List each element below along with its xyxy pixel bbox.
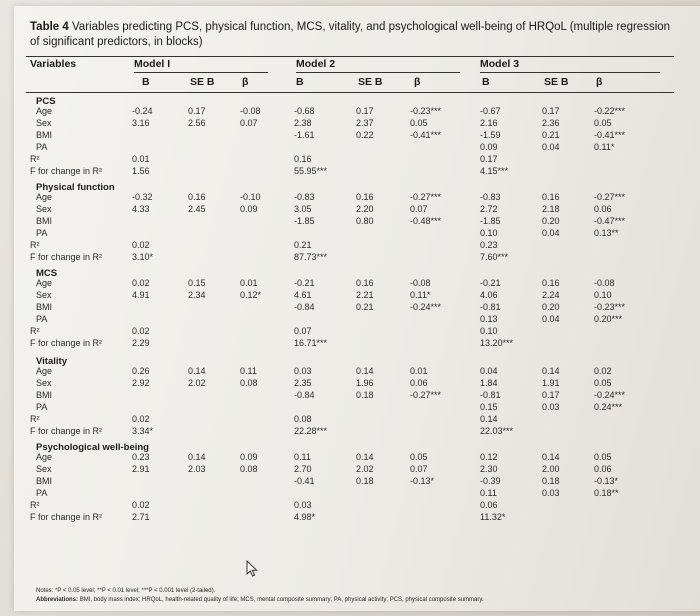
row-label: BMI: [36, 476, 53, 486]
table-cell: 0.04: [542, 314, 560, 324]
table-cell: 0.16: [356, 278, 374, 288]
row-label: BMI: [36, 130, 53, 140]
header-m2-seb: SE B: [358, 76, 383, 88]
row-label: PA: [36, 402, 48, 412]
table-cell: 0.02: [132, 500, 150, 510]
table-cell: 2.34: [188, 290, 206, 300]
table-cell: 2.20: [356, 204, 374, 214]
table-cell: 0.04: [480, 366, 498, 376]
section-title: Psychological well-being: [36, 442, 149, 453]
row-label: Sex: [36, 378, 52, 388]
table-cell: 0.16: [356, 192, 374, 202]
table-cell: 4.06: [480, 290, 498, 300]
table-cell: 0.21: [542, 130, 560, 140]
table-cell: 2.72: [480, 204, 498, 214]
row-label: F for change in R²: [30, 512, 103, 522]
table-cell: 0.08: [240, 464, 258, 474]
table-cell: 0.24***: [594, 402, 623, 412]
table-cell: 1.91: [542, 378, 560, 388]
table-cell: 0.08: [240, 378, 258, 388]
row-label: F for change in R²: [30, 426, 103, 436]
row-label: F for change in R²: [30, 338, 103, 348]
table-cell: 0.02: [132, 278, 150, 288]
table-cell: 0.03: [294, 366, 312, 376]
table-cell: 3.05: [294, 204, 312, 214]
table-cell: 2.02: [356, 464, 374, 474]
table-cell: 4.15***: [480, 166, 509, 176]
row-label: R²: [30, 240, 40, 250]
table-cell: 0.11: [294, 452, 311, 462]
row-label: Age: [36, 192, 53, 202]
table-cell: 0.18: [356, 390, 374, 400]
mouse-cursor-icon: [246, 560, 258, 577]
table-cell: 1.56: [132, 166, 150, 176]
header-m3-beta: β: [596, 76, 603, 88]
table-cell: 0.04: [542, 142, 560, 152]
table-cell: 7.60***: [480, 252, 509, 262]
row-label: BMI: [36, 302, 53, 312]
table-cell: -0.13*: [410, 476, 435, 486]
table-cell: 3.10*: [132, 252, 154, 262]
table-cell: -0.08: [410, 278, 431, 288]
table-cell: 0.16: [542, 192, 560, 202]
abbreviations-text: BMI, body mass index; HRQoL, health-related quality of life; MCS, mental composite summary; PA, physical activity; PCS, physical composite summary.: [79, 597, 484, 603]
table-cell: 0.14: [480, 414, 498, 424]
row-label: Age: [36, 366, 53, 376]
table-cell: 0.11: [480, 488, 497, 498]
table-cell: 0.14: [188, 366, 206, 376]
table-cell: 0.18: [542, 476, 560, 486]
table-cell: 2.30: [480, 464, 498, 474]
table-cell: 2.00: [542, 464, 560, 474]
table-cell: 0.14: [356, 452, 374, 462]
table-cell: 4.98*: [294, 512, 316, 522]
table-cell: 0.08: [294, 414, 312, 424]
table-cell: 0.17: [356, 106, 374, 116]
row-label: Age: [36, 452, 53, 462]
table-cell: 0.01: [132, 154, 150, 164]
table-cell: 11.32*: [480, 512, 506, 522]
row-label: Age: [36, 106, 53, 116]
header-variables: Variables: [30, 58, 77, 70]
table-cell: 0.13: [480, 314, 498, 324]
table-cell: 1.96: [356, 378, 374, 388]
table-cell: 0.04: [542, 228, 560, 238]
table-cell: 22.28***: [294, 426, 328, 436]
document-page: [14, 6, 700, 611]
table-cell: -0.83: [480, 192, 501, 202]
table-cell: 0.11*: [410, 290, 431, 300]
table-cell: 3.34*: [132, 426, 154, 436]
table-cell: -0.48***: [410, 216, 442, 226]
table-cell: -1.59: [480, 130, 501, 140]
table-cell: 22.03***: [480, 426, 514, 436]
notes-significance: Notes: *P < 0.05 level; **P < 0.01 level; ***P < 0.001 level (2-tailed).: [36, 588, 216, 594]
table-cell: 0.12: [480, 452, 498, 462]
table-cell: -0.39: [480, 476, 501, 486]
table-cell: 0.20***: [594, 314, 623, 324]
table-cell: 0.02: [132, 240, 150, 250]
table-cell: 0.17: [188, 106, 206, 116]
table-cell: 2.16: [480, 118, 498, 128]
table-cell: 0.18**: [594, 488, 619, 498]
table-cell: 2.36: [542, 118, 560, 128]
table-cell: -0.24: [132, 106, 153, 116]
table-cell: 0.20: [542, 302, 560, 312]
table-notes: [36, 588, 215, 594]
header-model2: Model 2: [296, 58, 336, 70]
header-bottom-rule: [26, 92, 674, 93]
table-cell: 0.14: [356, 366, 374, 376]
table-cell: 0.05: [594, 452, 612, 462]
table-cell: 0.06: [594, 204, 612, 214]
table-cell: 2.21: [356, 290, 374, 300]
table-cell: 2.91: [132, 464, 150, 474]
table-cell: -1.85: [294, 216, 315, 226]
table-cell: 0.16: [542, 278, 560, 288]
table-cell: 0.23: [132, 452, 150, 462]
table-cell: 16.71***: [294, 338, 328, 348]
table-cell: 0.05: [410, 452, 428, 462]
table-cell: 3.16: [132, 118, 150, 128]
table-cell: 0.26: [132, 366, 150, 376]
table-cell: 0.16: [188, 192, 206, 202]
table-cell: -0.24***: [594, 390, 626, 400]
row-label: Sex: [36, 464, 52, 474]
table-cell: 0.06: [594, 464, 612, 474]
table-cell: -0.84: [294, 302, 315, 312]
table-cell: 0.03: [542, 488, 560, 498]
table-cell: -0.08: [594, 278, 615, 288]
table-cell: 0.14: [542, 452, 560, 462]
table-cell: 0.05: [594, 378, 612, 388]
table-cell: 2.92: [132, 378, 150, 388]
row-label: PA: [36, 488, 48, 498]
header-m2-b: B: [296, 76, 304, 88]
table-cell: -0.81: [480, 390, 501, 400]
table-label: Table 4: [30, 21, 69, 33]
table-cell: 0.17: [542, 390, 560, 400]
table-title: Variables predicting PCS, physical function, MCS, vitality, and psychological well-being of HRQoL (multiple regression of significant predictors, in blocks): [30, 21, 671, 48]
table-cell: -0.83: [294, 192, 315, 202]
section-title: MCS: [36, 268, 58, 279]
table-cell: 0.20: [542, 216, 560, 226]
header-model1: Model I: [134, 58, 171, 70]
table-cell: -0.41: [294, 476, 315, 486]
row-label: Sex: [36, 204, 52, 214]
table-cell: 0.02: [132, 414, 150, 424]
table-cell: 0.12*: [240, 290, 262, 300]
table-cell: 4.91: [132, 290, 150, 300]
table-cell: 0.10: [480, 326, 498, 336]
table-cell: 0.01: [410, 366, 428, 376]
table-cell: 2.18: [542, 204, 560, 214]
section-title: PCS: [36, 96, 56, 107]
table-cell: 2.03: [188, 464, 206, 474]
table-cell: 2.70: [294, 464, 312, 474]
abbreviations-label: Abbreviations:: [36, 597, 79, 603]
table-cell: -0.32: [132, 192, 153, 202]
row-label: PA: [36, 142, 48, 152]
table-cell: 0.13**: [594, 228, 619, 238]
header-m1-beta: β: [242, 76, 249, 88]
table-cell: 55.95***: [294, 166, 328, 176]
table-cell: 0.01: [240, 278, 258, 288]
table-cell: 0.21: [294, 240, 312, 250]
table-abbreviations: [36, 597, 484, 603]
table-cell: 0.80: [356, 216, 374, 226]
table-cell: 0.14: [188, 452, 206, 462]
table-cell: -0.08: [240, 106, 261, 116]
table-cell: 0.10: [480, 228, 498, 238]
row-label: R²: [30, 326, 40, 336]
row-label: R²: [30, 414, 40, 424]
row-label: Age: [36, 278, 53, 288]
table-cell: 2.29: [132, 338, 150, 348]
table-cell: -0.41***: [410, 130, 442, 140]
table-cell: -0.10: [240, 192, 261, 202]
top-rule: [26, 56, 674, 57]
row-label: PA: [36, 228, 48, 238]
table-cell: -0.13*: [594, 476, 619, 486]
table-cell: -0.21: [294, 278, 315, 288]
table-cell: 4.33: [132, 204, 150, 214]
row-label: BMI: [36, 216, 53, 226]
table-cell: -0.24***: [410, 302, 442, 312]
table-cell: -1.85: [480, 216, 501, 226]
table-cell: 0.15: [480, 402, 498, 412]
table-cell: 0.06: [480, 500, 498, 510]
table-cell: -0.84: [294, 390, 315, 400]
model3-rule: [480, 72, 660, 73]
table-cell: 0.06: [410, 378, 428, 388]
row-label: R²: [30, 154, 40, 164]
table-cell: 0.03: [542, 402, 560, 412]
table-cell: 0.05: [594, 118, 612, 128]
model2-rule: [296, 72, 460, 73]
table-caption: [30, 20, 680, 50]
table-cell: 0.02: [594, 366, 612, 376]
table-cell: 0.03: [294, 500, 312, 510]
table-cell: 2.71: [132, 512, 150, 522]
table-cell: 0.10: [594, 290, 612, 300]
table-cell: 13.20***: [480, 338, 514, 348]
row-label: F for change in R²: [30, 252, 103, 262]
table-cell: 0.11*: [594, 142, 615, 152]
table-cell: -0.68: [294, 106, 315, 116]
table-cell: -1.61: [294, 130, 315, 140]
section-title: Vitality: [36, 356, 67, 367]
row-label: Sex: [36, 118, 52, 128]
row-label: R²: [30, 500, 40, 510]
table-cell: 0.17: [542, 106, 560, 116]
table-cell: 0.15: [188, 278, 206, 288]
table-cell: -0.23***: [410, 106, 442, 116]
header-m3-b: B: [482, 76, 490, 88]
table-cell: -0.47***: [594, 216, 626, 226]
table-cell: -0.27***: [410, 192, 442, 202]
table-cell: 0.09: [480, 142, 498, 152]
table-cell: 4.61: [294, 290, 312, 300]
table-cell: 0.07: [410, 204, 428, 214]
table-cell: 0.23: [480, 240, 498, 250]
table-cell: -0.41***: [594, 130, 626, 140]
table-cell: 0.18: [356, 476, 374, 486]
table-cell: 2.45: [188, 204, 206, 214]
table-cell: 0.22: [356, 130, 374, 140]
table-cell: -0.27***: [410, 390, 442, 400]
header-m3-seb: SE B: [544, 76, 569, 88]
table-cell: -0.21: [480, 278, 501, 288]
table-cell: 0.07: [294, 326, 312, 336]
header-m1-b: B: [142, 76, 150, 88]
table-cell: -0.22***: [594, 106, 626, 116]
header-m2-beta: β: [414, 76, 421, 88]
table-cell: 87.73***: [294, 252, 328, 262]
table-cell: 0.14: [542, 366, 560, 376]
table-cell: 2.56: [188, 118, 206, 128]
table-cell: 0.07: [410, 464, 428, 474]
table-cell: 0.02: [132, 326, 150, 336]
table-cell: 0.05: [410, 118, 428, 128]
table-cell: 0.11: [240, 366, 257, 376]
header-m1-seb: SE B: [190, 76, 215, 88]
row-label: PA: [36, 314, 48, 324]
row-label: F for change in R²: [30, 166, 103, 176]
section-title: Physical function: [36, 182, 115, 193]
table-cell: 0.21: [356, 302, 374, 312]
table-cell: 0.09: [240, 452, 258, 462]
table-cell: 2.38: [294, 118, 312, 128]
table-cell: 1.84: [480, 378, 498, 388]
table-cell: -0.23***: [594, 302, 626, 312]
header-model3: Model 3: [480, 58, 520, 70]
row-label: BMI: [36, 390, 53, 400]
table-cell: 0.16: [294, 154, 312, 164]
row-label: Sex: [36, 290, 52, 300]
table-cell: 2.37: [356, 118, 374, 128]
table-cell: -0.67: [480, 106, 501, 116]
table-cell: 2.02: [188, 378, 206, 388]
table-cell: -0.27***: [594, 192, 626, 202]
table-cell: -0.81: [480, 302, 501, 312]
table-cell: 0.09: [240, 204, 258, 214]
model1-rule: [134, 72, 268, 73]
table-cell: 0.07: [240, 118, 258, 128]
table-cell: 2.24: [542, 290, 560, 300]
table-cell: 2.35: [294, 378, 312, 388]
table-cell: 0.17: [480, 154, 498, 164]
